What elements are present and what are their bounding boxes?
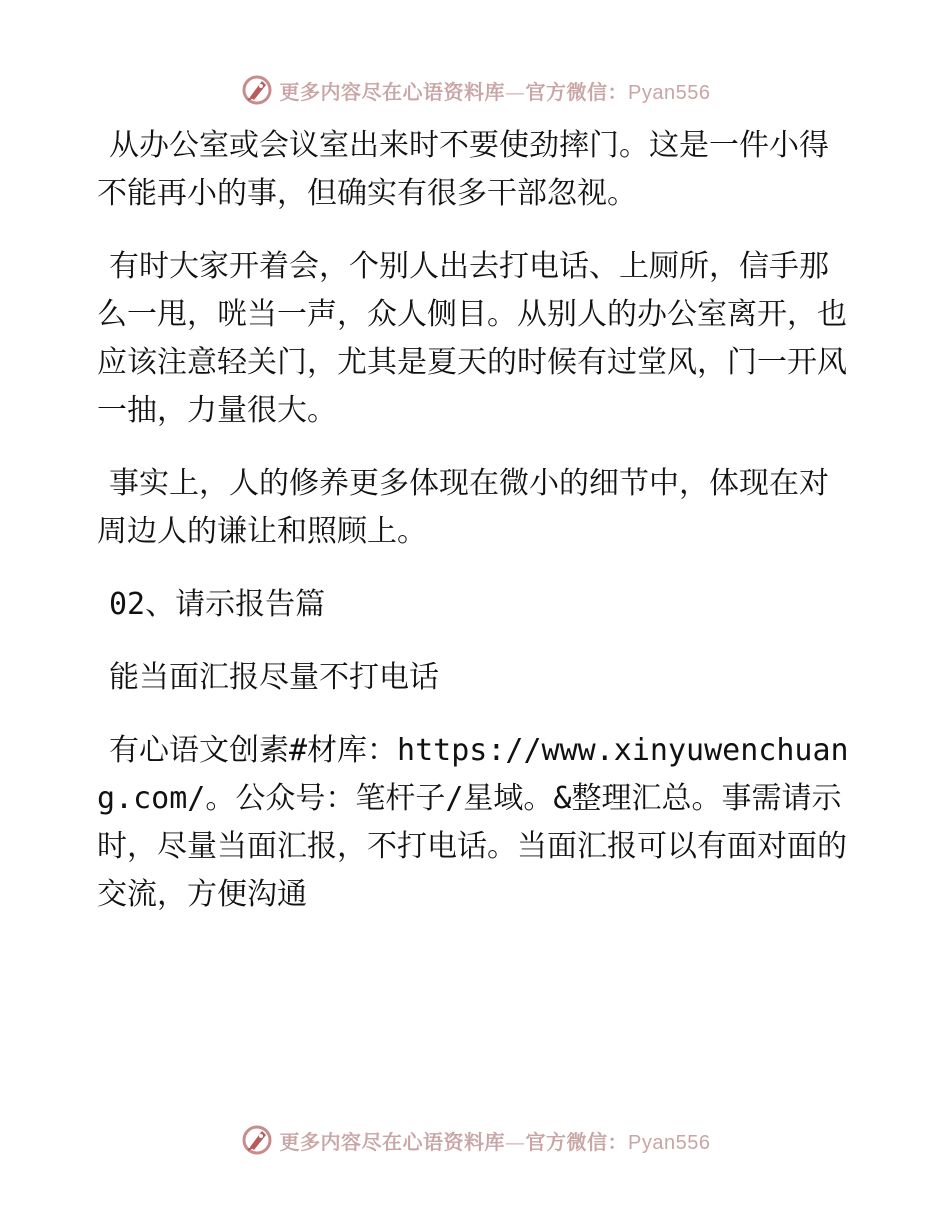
footer-watermark-dash: — bbox=[505, 1129, 526, 1154]
section-heading-text: 02、请示报告篇 bbox=[109, 587, 326, 622]
paragraph bbox=[97, 460, 857, 556]
pen-nib-logo-icon bbox=[240, 73, 274, 107]
header-watermark-label: 官方微信： bbox=[525, 79, 629, 104]
paragraph-text: 有心语文创素#材库：https://www.xinyuwenchuang.com/。公众号：笔杆子/星域。&整理汇总。事需请示时，尽量当面汇报，不打电话。当面汇报可以有面对面的交流，方便沟通 bbox=[97, 733, 849, 912]
header-watermark-wechat-id: Pyan556 bbox=[628, 81, 711, 104]
header-watermark-banner bbox=[0, 70, 950, 110]
footer-watermark-text bbox=[280, 1126, 711, 1155]
paragraph bbox=[97, 727, 857, 919]
footer-watermark-label: 官方微信： bbox=[525, 1129, 629, 1154]
paragraph bbox=[97, 243, 857, 435]
section-heading bbox=[97, 581, 857, 629]
paragraph bbox=[97, 122, 857, 218]
pen-nib-logo-icon bbox=[240, 1123, 274, 1157]
sub-heading bbox=[97, 654, 857, 702]
footer-watermark-cn: 更多内容尽在心语资料库 bbox=[279, 1129, 506, 1154]
paragraph-text: 事实上，人的修养更多体现在微小的细节中，体现在对周边人的谦让和照顾上。 bbox=[97, 466, 829, 549]
header-watermark-cn: 更多内容尽在心语资料库 bbox=[279, 79, 506, 104]
header-watermark-dash: — bbox=[505, 79, 526, 104]
footer-watermark-wechat-id: Pyan556 bbox=[628, 1131, 711, 1154]
paragraph-text: 从办公室或会议室出来时不要使劲摔门。这是一件小得不能再小的事，但确实有很多干部忽视。 bbox=[97, 128, 829, 211]
header-watermark-text bbox=[280, 76, 711, 105]
sub-heading-text: 能当面汇报尽量不打电话 bbox=[109, 660, 439, 695]
paragraph-text: 有时大家开着会，个别人出去打电话、上厕所，信手那么一甩，咣当一声，众人侧目。从别人的办公室离开，也应该注意轻关门，尤其是夏天的时候有过堂风，门一开风一抽，力量很大。 bbox=[97, 249, 847, 428]
footer-watermark-banner bbox=[0, 1120, 950, 1160]
document-body bbox=[97, 122, 857, 944]
